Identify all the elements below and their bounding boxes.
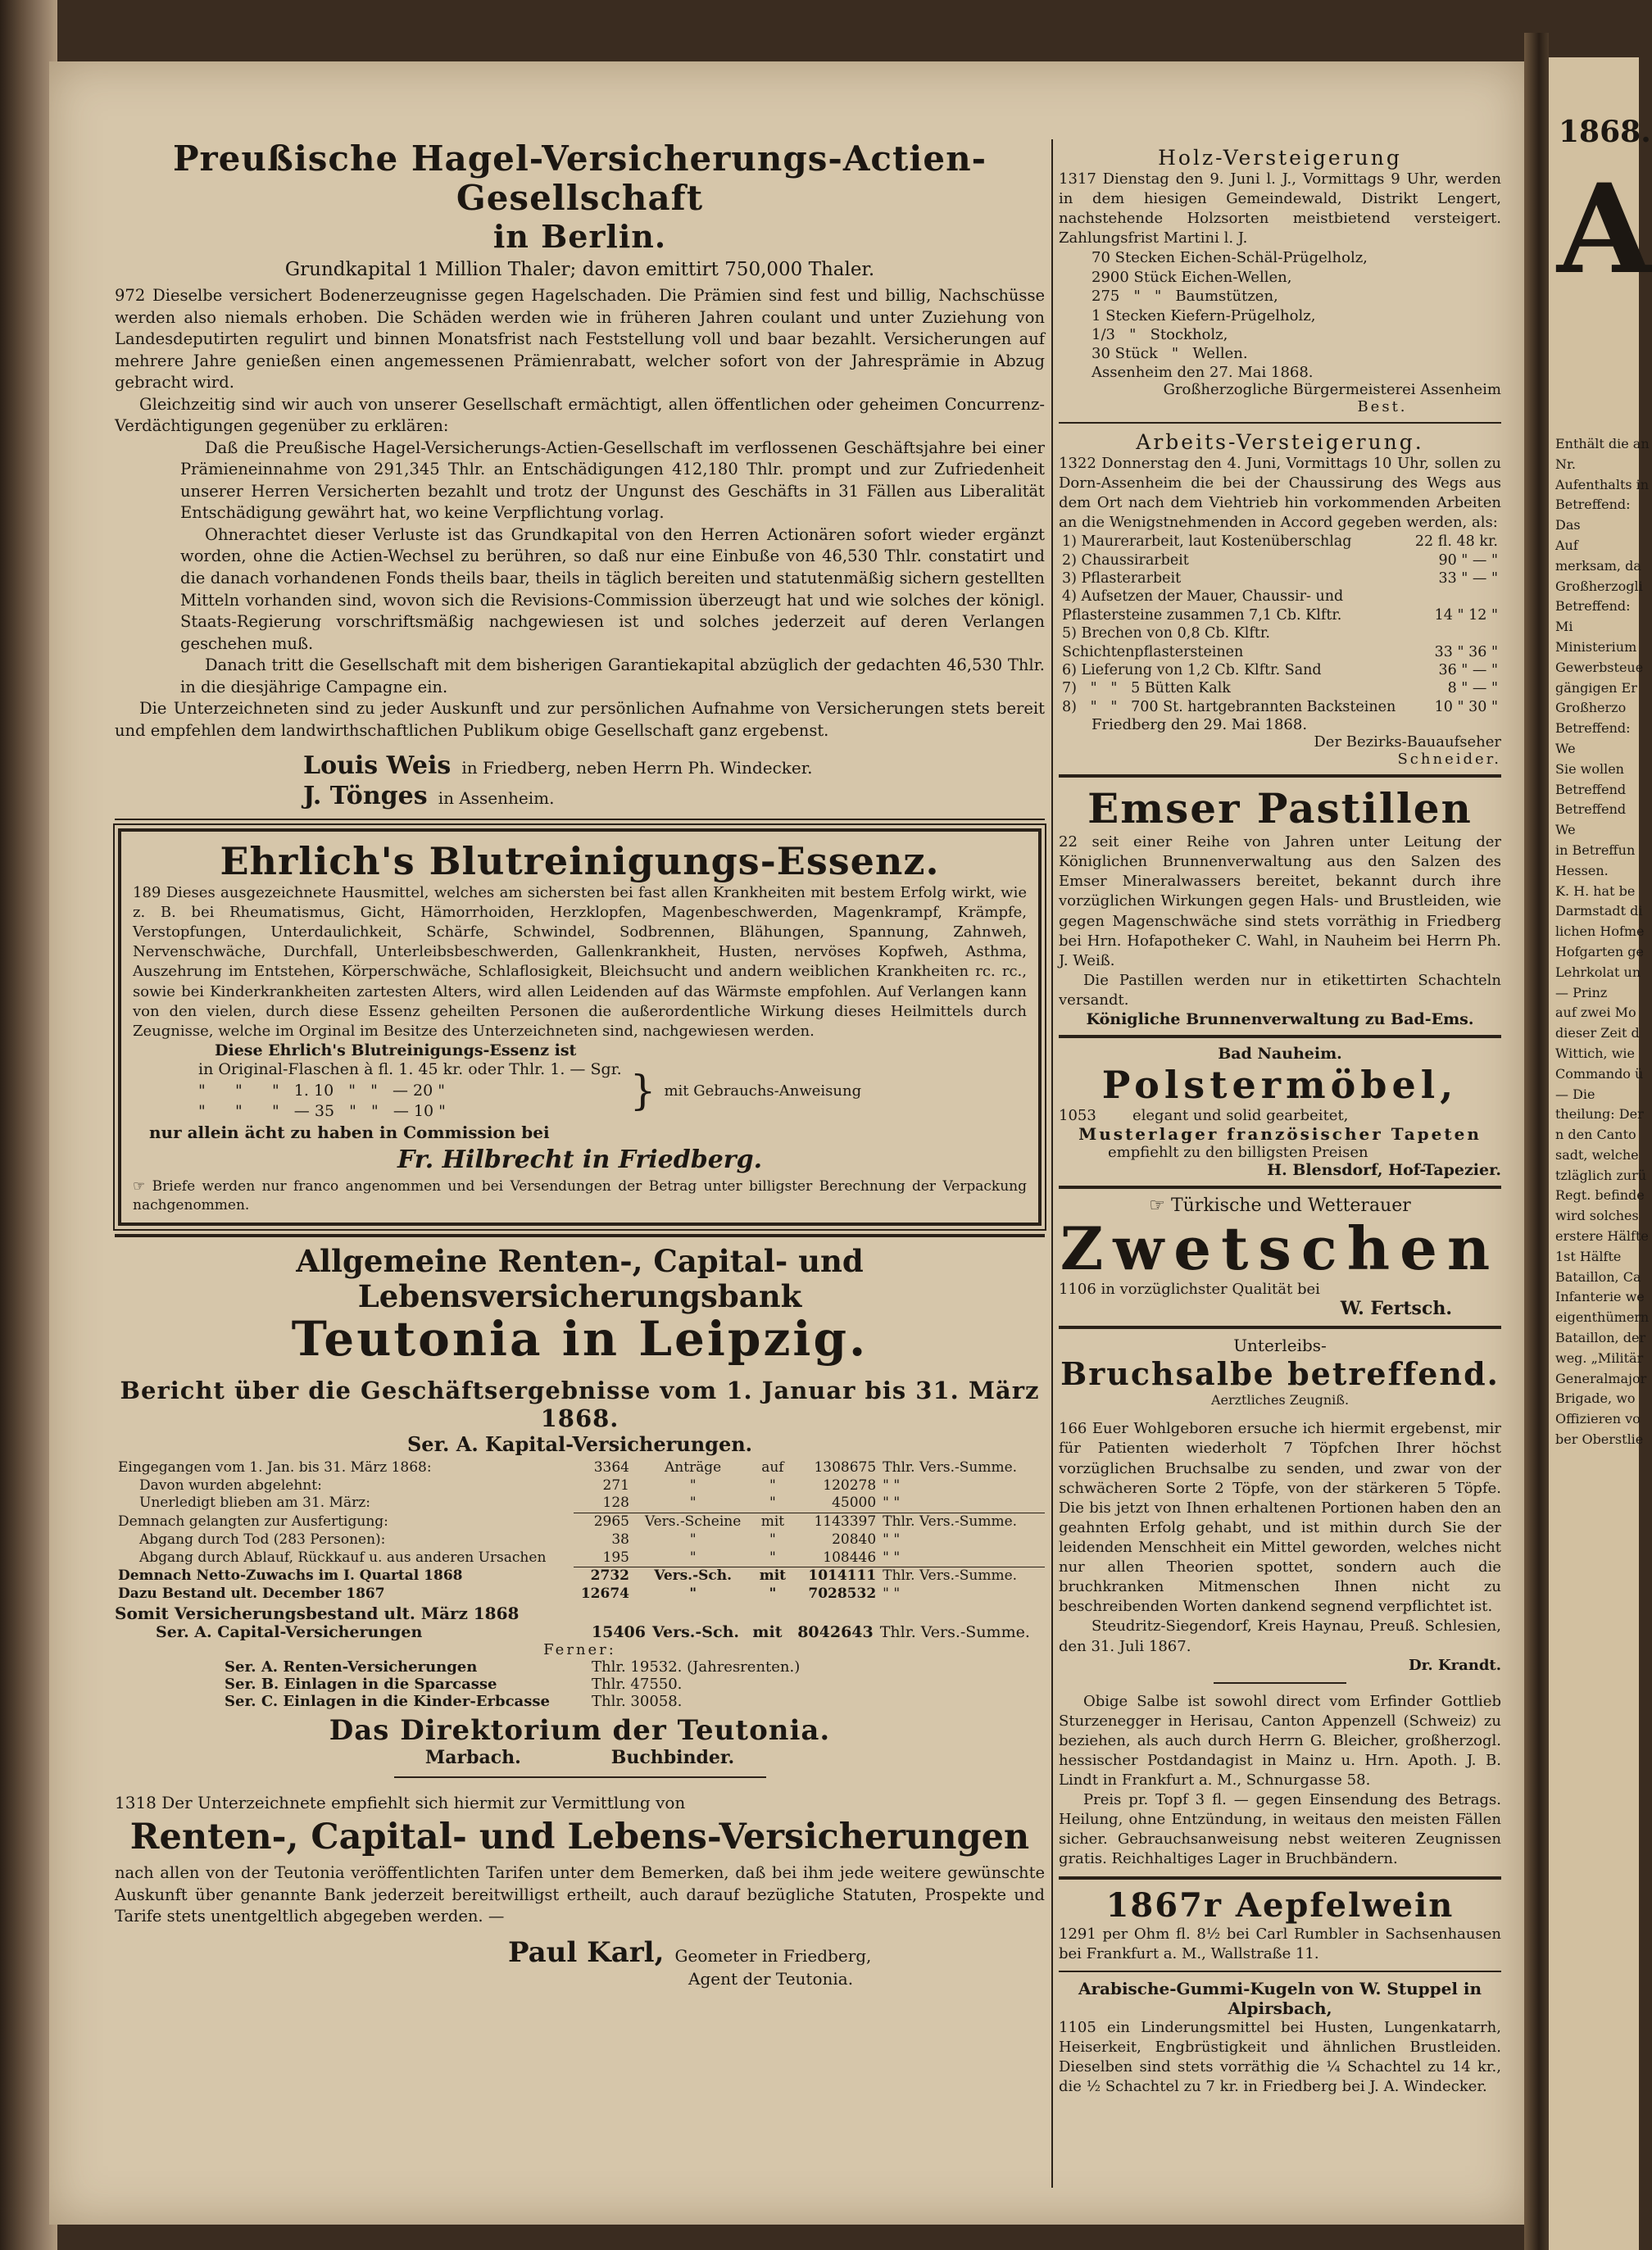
teutonia-signers <box>115 1747 1045 1768</box>
row-amount: 108446 <box>823 1549 877 1566</box>
row-count: 38 <box>611 1531 629 1548</box>
item-value: 8 " — " <box>1447 680 1498 697</box>
row-on: mit <box>760 1513 785 1531</box>
fragment-line: n den Canto <box>1555 1127 1636 1143</box>
divider <box>1059 1186 1501 1189</box>
bruch-text-3: Preis pr. Topf 3 fl. — gegen Einsendung des Betrags. Heilung, ohne Entzündung, in weitaus den meisten Fällen sicher. Gebrauchsanweisung nebst weiteren Zeugnissen gratis. Reichhaltiges Lager in Bruchbändern. <box>1059 1791 1501 1868</box>
left-column <box>115 74 1045 1989</box>
zwetschen-top-text: Türkische und Wetterauer <box>1170 1195 1411 1217</box>
row-label: Abgang durch Tod (283 Personen): <box>139 1531 386 1548</box>
row-on: " <box>769 1477 776 1494</box>
row-currency: Thlr. Vers.-Summe. <box>883 1567 1018 1585</box>
next-page-fragments <box>1555 434 1650 1450</box>
total-amt: 8042643 <box>797 1622 874 1641</box>
table-row <box>115 1567 1045 1585</box>
polster-ad <box>1059 1045 1501 1179</box>
holz-title: Holz-Versteigerung <box>1158 146 1402 170</box>
row-label: Abgang durch Ablauf, Rückkauf u. aus anderen Ursachen <box>139 1549 547 1566</box>
arbeits-ad <box>1059 430 1501 768</box>
pointing-hand-icon: ☞ <box>1149 1195 1171 1217</box>
fragment-line: eigenthümern <box>1555 1309 1650 1326</box>
row-count: 128 <box>602 1495 629 1512</box>
zwetschen-sign: W. Fertsch. <box>1340 1298 1452 1320</box>
row-label: Eingegangen vom 1. Jan. bis 31. März 1868: <box>118 1458 432 1476</box>
divider <box>394 1776 766 1778</box>
table-row <box>221 1693 803 1710</box>
table-row <box>1059 587 1501 624</box>
column-rule <box>1051 139 1053 2188</box>
list-item: 30 Stück " Wellen. <box>1092 345 1248 363</box>
holz-signer: Best. <box>1357 397 1408 415</box>
fragment-line: Generalmajor <box>1555 1370 1647 1386</box>
divider <box>115 1234 1045 1237</box>
item-value: 33 " — " <box>1438 570 1498 587</box>
gummi-title: Arabische-Gummi-Kugeln von W. Stuppel in Alpirsbach, <box>1078 1978 1482 2018</box>
karl-ad <box>115 1793 1045 1989</box>
fragment-line: K. H. hat be <box>1555 882 1636 899</box>
apfel-title: 1867r Aepfelwein <box>1105 1885 1455 1925</box>
ehrlich-title: Ehrlich's Blutreinigungs-Essenz. <box>220 839 940 884</box>
fragment-line: Nr. <box>1555 456 1576 472</box>
row-unit: " <box>689 1549 697 1566</box>
ehrlich-price-row: " " " — 35 " " — 10 " <box>198 1102 446 1121</box>
extra-label: Ser. C. Einlagen in die Kinder-Erbcasse <box>225 1692 550 1710</box>
item-value: 14 " 12 " <box>1434 606 1498 624</box>
divider <box>115 819 1045 820</box>
bruch-top: Unterleibs- <box>1233 1336 1327 1356</box>
fragment-line: Ministerium <box>1555 638 1637 655</box>
next-page-masthead-letter: A <box>1557 157 1652 302</box>
fragment-line: Hessen. <box>1555 862 1609 878</box>
table-row <box>1059 624 1501 661</box>
divider <box>1214 1682 1346 1684</box>
hagel-para-3: Daß die Preußische Hagel-Versicherungs-Actien-Gesellschaft im verflossenen Geschäftsjahre bei einer Prämieneinnahme von 291,345 Thlr. an Entschädigungen 412,180 Thlr. prompt und zur Zufriedenheit unserer Herren Versicherten bezahlt und trotz der Ungunst des Geschäfts in 31 Fällen aus Liberalität Entschädigung gewährt hat, wo keine Verpflichtung vorlag. <box>180 438 1045 523</box>
karl-intro: 1318 Der Unterzeichnete empfiehlt sich hiermit zur Vermittlung von <box>115 1793 686 1812</box>
polster-title: Polstermöbel, <box>1101 1063 1459 1108</box>
bruch-title: Bruchsalbe betreffend. <box>1060 1355 1500 1393</box>
apfel-ad <box>1059 1886 1501 1964</box>
polster-num: 1053 <box>1059 1107 1096 1125</box>
holz-intro: 1317 Dienstag den 9. Juni l. J., Vormittags 9 Uhr, werden in dem hiesigen Gemeindewald, Distrikt Lengert, nachstehende Holzsorten meistbietend versteigert. Zahlungsfrist Martini l. J. <box>1059 170 1501 247</box>
ehrlich-price-row: in Original-Flaschen à fl. 1. 45 kr. oder Thlr. 1. — Sgr. <box>198 1059 622 1078</box>
next-page-fragment <box>1549 57 1652 2250</box>
teutonia-bank: Allgemeine Renten-, Capital- und Lebensversicherungsbank <box>296 1243 864 1314</box>
karl-name: Paul Karl, <box>508 1935 665 1969</box>
teutonia-signer: Marbach. <box>424 1747 521 1768</box>
item-text: 2) Chaussirarbeit <box>1062 551 1189 569</box>
ehrlich-price-note: mit Gebrauchs-Anweisung <box>664 1082 862 1100</box>
fragment-line: Brigade, wo <box>1555 1390 1636 1407</box>
ehrlich-price-block <box>198 1059 1027 1123</box>
list-item: 1 Stecken Kiefern-Prügelholz, <box>1092 306 1316 324</box>
row-amount: 7028532 <box>808 1585 877 1603</box>
arbeits-sign: Der Bezirks-Bauaufseher <box>1314 733 1501 751</box>
fragment-line: lichen Hofme <box>1555 923 1645 940</box>
table-row <box>221 1676 803 1693</box>
list-item: 1/3 " Stockholz, <box>1092 326 1228 343</box>
hagel-signer-1-place: in Friedberg, neben Herrn Ph. Windecker. <box>461 758 813 778</box>
fragment-line: wird solches <box>1555 1208 1639 1224</box>
fragment-line: Sie wollen <box>1555 760 1624 777</box>
row-count: 2965 <box>593 1513 629 1531</box>
row-amount: 45000 <box>832 1495 877 1512</box>
item-value: 33 " 36 " <box>1434 643 1498 660</box>
fragment-line: Offizieren vo <box>1555 1411 1641 1427</box>
fragment-line: auf zwei Mo <box>1555 1005 1636 1021</box>
fragment-line: Darmstadt di <box>1555 903 1643 919</box>
item-value: 10 " 30 " <box>1434 698 1498 715</box>
polster-line-1 <box>1059 1107 1501 1124</box>
row-unit: " <box>689 1495 697 1512</box>
holz-ad <box>1059 146 1501 415</box>
hagel-signer-2-place: in Assenheim. <box>438 788 555 809</box>
item-text: 7) " " 5 Bütten Kalk <box>1062 680 1231 697</box>
fragment-line: Auf <box>1555 537 1578 553</box>
ehrlich-commission: nur allein ächt zu haben in Commission bei <box>149 1122 550 1142</box>
table-row <box>221 1658 803 1676</box>
fragment-line: Betreffend: <box>1555 497 1631 513</box>
row-count: 2732 <box>590 1567 629 1585</box>
bruch-sub: Aerztliches Zeugniß. <box>1210 1392 1350 1409</box>
item-value: 90 " — " <box>1438 551 1498 569</box>
extra-value: Thlr. 30058. <box>592 1692 683 1710</box>
teutonia-ferner: Ferner: <box>543 1640 616 1658</box>
karl-role-2: Agent der Teutonia. <box>688 1968 854 1989</box>
row-currency: " " <box>883 1531 901 1548</box>
fragment-line: We <box>1555 740 1576 756</box>
fragment-line: Enthält die an <box>1555 436 1650 451</box>
row-label: Demnach Netto-Zuwachs im I. Quartal 1868 <box>118 1567 463 1585</box>
extra-label: Ser. A. Renten-Versicherungen <box>225 1658 478 1676</box>
row-count: 271 <box>602 1477 629 1494</box>
item-text: 6) Lieferung von 1,2 Cb. Klftr. Sand <box>1062 661 1322 678</box>
arbeits-intro: 1322 Donnerstag den 4. Juni, Vormittags 10 Uhr, sollen zu Dorn-Assenheim die bei der Chaussirung des Wegs aus dem Ort nach dem Viehtrieb hin vorkommenden Arbeiten an die Wenigstnehmenden in Accord gegeben werden, als: <box>1059 454 1501 532</box>
fragment-line: weg. „Militär <box>1555 1350 1644 1366</box>
item-text: 3) Pflasterarbeit <box>1062 570 1182 587</box>
row-amount: 1143397 <box>814 1513 877 1531</box>
holz-items <box>1092 248 1501 363</box>
hagel-ad <box>115 139 1045 810</box>
polster-sign: H. Blensdorf, Hof-Tapezier. <box>1267 1161 1501 1180</box>
arbeits-items <box>1059 533 1501 716</box>
table-row <box>1059 679 1501 697</box>
row-currency: Thlr. Vers.-Summe. <box>883 1513 1018 1531</box>
fragment-line: Wittich, wie <box>1555 1045 1635 1061</box>
holz-sign: Großherzogliche Bürgermeisterei Assenheim <box>1163 380 1501 398</box>
row-label: Davon wurden abgelehnt: <box>139 1477 322 1494</box>
table-row <box>115 1623 1045 1641</box>
fragment-line: dieser Zeit d <box>1555 1025 1640 1041</box>
emser-title: Emser Pastillen <box>1087 784 1473 833</box>
fragment-line: Bataillon, Ca <box>1555 1268 1641 1285</box>
next-page-year: 1868. <box>1559 115 1651 149</box>
row-on: " <box>769 1495 776 1512</box>
fragment-line: Betreffend: <box>1555 598 1631 615</box>
teutonia-total <box>115 1623 1045 1641</box>
arbeits-title: Arbeits-Versteigerung. <box>1136 429 1424 454</box>
karl-head: Renten-, Capital- und Lebens-Versicherungen <box>129 1817 1030 1858</box>
hagel-signature-2 <box>303 782 1045 810</box>
item-value: 22 fl. 48 kr. <box>1414 533 1498 551</box>
row-amount: 1308675 <box>814 1458 877 1476</box>
hagel-para-5: Danach tritt die Gesellschaft mit dem bisherigen Garantiekapital abzüglich der gedachten 46,530 Thlr. in die diesjährige Campagne ein. <box>180 655 1045 696</box>
fragment-line: Lehrkolat un <box>1555 964 1641 980</box>
emser-note: Die Pastillen werden nur in etikettirten Schachteln versandt. <box>1059 971 1501 1009</box>
row-amount: 1014111 <box>808 1567 877 1585</box>
row-count: 195 <box>602 1549 629 1566</box>
polster-l1: elegant und solid gearbeitet, <box>1132 1107 1349 1125</box>
table-row <box>115 1513 1045 1531</box>
fragment-line: merksam, da <box>1555 557 1641 574</box>
hagel-para-2: Gleichzeitig sind wir auch von unserer Gesellschaft ermächtigt, allen öffentlichen oder geheimen Concurrenz-Verdächtigungen gegenüber zu erklären: <box>115 394 1045 436</box>
row-currency: Thlr. Vers.-Summe. <box>883 1458 1018 1476</box>
item-text: 4) Aufsetzen der Mauer, Chaussir- und Pflastersteine zusammen 7,1 Cb. Klftr. <box>1062 588 1348 624</box>
fragment-line: Aufenthalts in <box>1555 476 1650 492</box>
row-count: 3364 <box>593 1458 629 1476</box>
row-unit: Anträge <box>664 1458 722 1476</box>
ehrlich-text: 189 Dieses ausgezeichnete Hausmittel, welches am sichersten bei fast allen Krankheiten mit bestem Erfolg wirkt, wie z. B. bei Rheumatismus, Gicht, Hämorrhoiden, Herzklopfen, Magenbeschwerden, Magenkrampf, Krämpfe, Verstopfungen, Unterdaulichkeit, Schärfe, Schwindel, Sodbrennen, Blähungen, Spannung, Zahnweh, Nervenschwäche, Durchfall, Unterleibsbeschwerden, Gallenkrankheit, Husten, nervöses Kopfweh, Asthma, Auszehrung im Entstehen, Körperschwäche, Schlaflosigkeit, Bleichsucht und andern weiblichen Krankheiten rc. rc., sowie bei Kinderkrankheiten zartesten Alters, wird allen Leidenden auf das Wärmste empfohlen. Auf Verlangen kann von den vielen, durch diese Essenz geheilten Personen die außerordentliche Wirkung dieses Heilmittels durch Zeugnisse, welche im Orginal im Besitze des Unterzeichneten sind, nachgewiesen werden. <box>133 884 1027 1040</box>
hagel-signature-1 <box>303 751 1045 780</box>
fragment-line: Großherzogli <box>1555 578 1643 594</box>
polster-l3: empfiehlt zu den billigsten Preisen <box>1108 1144 1368 1162</box>
divider <box>1059 1971 1501 1972</box>
table-row <box>1059 661 1501 679</box>
emser-sign: Königliche Brunnenverwaltung zu Bad-Ems. <box>1086 1010 1474 1029</box>
row-on: " <box>769 1549 776 1566</box>
table-row <box>115 1477 1045 1495</box>
row-unit: Vers.-Sch. <box>654 1567 733 1585</box>
fragment-line: Betreffend <box>1555 781 1627 797</box>
divider <box>1059 1035 1501 1038</box>
teutonia-total-label: Somit Versicherungsbestand ult. März 1868 <box>115 1603 520 1623</box>
table-row <box>115 1531 1045 1549</box>
row-on: auf <box>761 1458 784 1476</box>
fragment-line: ber Oberstlie <box>1555 1431 1644 1448</box>
row-label: Demnach gelangten zur Ausfertigung: <box>118 1513 388 1531</box>
zwetschen-ad <box>1059 1195 1501 1319</box>
fragment-line: Mi <box>1555 619 1573 635</box>
fragment-line: Commando ü <box>1555 1065 1644 1082</box>
table-row <box>115 1495 1045 1513</box>
ehrlich-ad <box>118 828 1042 1226</box>
total-n: 15406 <box>591 1622 646 1641</box>
table-row <box>115 1459 1045 1477</box>
bruch-text: 166 Euer Wohlgeboren ersuche ich hiermit ergebenst, mir für Patienten wiederholt 7 Töpfchen Ihrer höchst vorzüglichen Bruchsalbe zu senden, und zwar von der schwächeren Sorte 2 Töpfe, von der stärkeren 5 Töpfe. Die bis jetzt von Ihnen erhaltenen Portionen haben den an geahnten Erfolg gehabt, und ist mithin durch Sie der leidenden Menschheit ein Mittel geworden, welches nicht nur allen Theorien spottet, sondern auch die bruchkranken Mitmenschen Ihnen nicht zu beschreibenden Worten dankend segnend verpflichtet ist. <box>1059 1420 1501 1616</box>
teutonia-table <box>115 1459 1045 1604</box>
brace-glyph: } <box>629 1067 656 1115</box>
row-unit: " <box>689 1477 697 1494</box>
bruch-ad <box>1059 1336 1501 1869</box>
ehrlich-price-row: " " " 1. 10 " " — 20 " <box>198 1081 445 1100</box>
ehrlich-footnote-text: Briefe werden nur franco angenommen und bei Versendungen der Betrag unter billigster Berechnung der Verpackung nachgenommen. <box>133 1177 1027 1213</box>
fragment-line: Gewerbsteue <box>1555 659 1644 675</box>
fragment-line: 1st Hälfte <box>1555 1248 1622 1264</box>
fragment-line: in Betreffun <box>1555 841 1636 858</box>
row-unit: Vers.-Scheine <box>644 1513 742 1531</box>
total-cur: Thlr. Vers.-Summe. <box>879 1622 1030 1641</box>
teutonia-series-a: Ser. A. Kapital-Versicherungen. <box>406 1431 753 1456</box>
extra-label: Ser. B. Einlagen in die Sparcasse <box>225 1675 497 1693</box>
row-count: 12674 <box>580 1585 629 1603</box>
book-gutter <box>1524 33 1549 2250</box>
ehrlich-footnote <box>133 1177 1027 1215</box>
row-on: mit <box>759 1567 787 1585</box>
divider <box>1059 774 1501 778</box>
row-unit: " <box>689 1531 697 1548</box>
fragment-line: — Prinz <box>1555 984 1608 1000</box>
row-on: " <box>769 1531 776 1548</box>
karl-role: Geometer in Friedberg, <box>674 1945 872 1966</box>
ehrlich-price-intro: Diese Ehrlich's Blutreinigungs-Essenz ist <box>215 1041 577 1059</box>
ehrlich-price-rows <box>198 1059 622 1123</box>
item-text: 1) Maurerarbeit, laut Kostenüberschlag <box>1062 533 1352 551</box>
fragment-line: theilung: Der <box>1555 1106 1644 1123</box>
fragment-line: tzläglich zurü <box>1555 1167 1647 1183</box>
table-row <box>1059 569 1501 587</box>
table-row <box>1059 533 1501 551</box>
ehrlich-vendor: Fr. Hilbrecht in Friedberg. <box>397 1145 763 1174</box>
teutonia-extra <box>221 1658 803 1710</box>
pointing-hand-icon: ☞ <box>133 1177 152 1195</box>
row-currency: " " <box>883 1477 901 1494</box>
hagel-para-6: Die Unterzeichneten sind zu jeder Auskunft und zur persönlichen Aufnahme von Versicherungen stets bereit und empfehlen dem landwirthschaftlichen Publikum obige Gesellschaft ganz ergebenst. <box>115 699 1045 740</box>
karl-text: nach allen von der Teutonia veröffentlichten Tarifen unter dem Bemerken, daß bei ihm jede weitere gewünschte Auskunft über genannte Bank jederzeit bereitwilligst ertheilt, auch darauf bezügliche Statuten, Prospekte und Tarife stets unentgeltlich abgegeben werden. — <box>115 1863 1045 1926</box>
divider <box>1059 1876 1501 1880</box>
arbeits-signer: Schneider. <box>1397 751 1501 769</box>
table-row <box>115 1549 1045 1567</box>
hagel-signer-2: J. Tönges <box>303 782 428 811</box>
hagel-para-1: 972 Dieselbe versichert Bodenerzeugnisse gegen Hagelschaden. Die Prämien sind fest und billig, Nachschüsse werden also niemals erhoben. Die Schäden werden wie in früheren Jahren coulant und unter Zuziehung von Landesdeputirten regulirt und binnen Monatsfrist nach Feststellung voll und baar bezahlt. Versicherungen auf mehrere Jahre genießen einen angemessenen Prämienrabatt, welcher sofort von der Jahresprämie in Abzug gebracht wird. <box>115 286 1045 392</box>
fragment-line: Bataillon, der <box>1555 1330 1646 1346</box>
fragment-line: Betreffend <box>1555 801 1627 818</box>
karl-signature <box>508 1936 1045 1989</box>
fragment-line: gängigen Er <box>1555 679 1637 696</box>
gummi-ad <box>1059 1979 1501 2097</box>
zwetschen-line: 1106 in vorzüglichster Qualität bei <box>1059 1281 1320 1299</box>
table-row <box>1059 551 1501 569</box>
bruch-text-2: Obige Salbe ist sowohl direct vom Erfinder Gottlieb Sturzenegger in Herisau, Canton Appenzell (Schweiz) zu beziehen, als auch durch Herrn G. Bleicher, großherzogl. hessischer Postdandagist in Mainz u. Hrn. Apoth. J. B. Lindt in Frankfurt a. M., Schnurgasse 58. <box>1059 1692 1501 1790</box>
row-currency: " " <box>883 1495 901 1512</box>
row-currency: " " <box>883 1585 901 1603</box>
list-item: 275 " " Baumstützen, <box>1092 288 1278 306</box>
teutonia-report: Bericht über die Geschäftsergebnisse vom 1. Januar bis 31. März 1868. <box>120 1377 1040 1432</box>
item-text: 8) " " 700 St. hartgebrannten Backsteinen <box>1062 698 1396 715</box>
polster-place: Bad Nauheim. <box>1218 1045 1342 1064</box>
table-row <box>1059 698 1501 716</box>
fragment-line: Regt. befinde <box>1555 1187 1645 1204</box>
teutonia-name: Teutonia in Leipzig. <box>291 1311 869 1368</box>
fragment-line: Infanterie we <box>1555 1289 1645 1305</box>
row-amount: 20840 <box>832 1531 877 1548</box>
fragment-line: Großherzo <box>1555 700 1627 716</box>
row-amount: 120278 <box>823 1477 877 1494</box>
row-currency: " " <box>883 1549 901 1566</box>
fragment-line: Betreffend: <box>1555 720 1631 737</box>
emser-ad <box>1059 784 1501 1028</box>
gummi-text: 1105 ein Linderungsmittel bei Husten, Lungenkatarrh, Heiserkeit, Engbrüstigkeit und ähnlichen Brustleiden. Dieselben sind stets vorräthig die ¼ Schachtel zu 14 kr., die ½ Schachtel zu 7 kr. in Friedberg bei J. A. Windecker. <box>1059 2018 1501 2096</box>
teutonia-direktorium: Das Direktorium der Teutonia. <box>329 1713 831 1747</box>
fragment-line: sadt, welche <box>1555 1146 1639 1163</box>
fragment-line: We <box>1555 822 1576 838</box>
table-row <box>115 1585 1045 1604</box>
list-item: 70 Stecken Eichen-Schäl-Prügelholz, <box>1092 249 1368 267</box>
apfel-text: 1291 per Ohm fl. 8½ bei Carl Rumbler in Sachsenhausen bei Frankfurt a. M., Wallstraße 11. <box>1059 1925 1501 1962</box>
row-label: Dazu Bestand ult. December 1867 <box>118 1585 385 1603</box>
fragment-line: — Die <box>1555 1086 1595 1102</box>
row-label: Unerledigt blieben am 31. März: <box>139 1495 370 1512</box>
arbeits-date: Friedberg den 29. Mai 1868. <box>1092 716 1308 734</box>
total-label: Ser. A. Capital-Versicherungen <box>156 1622 423 1641</box>
divider <box>1059 422 1501 424</box>
bruch-place: Steudritz-Siegendorf, Kreis Haynau, Preuß. Schlesien, den 31. Juli 1867. <box>1059 1617 1501 1655</box>
hagel-signer-1: Louis Weis <box>303 751 452 781</box>
hagel-subtitle: in Berlin. <box>492 217 667 255</box>
list-item: 2900 Stück Eichen-Wellen, <box>1092 268 1292 286</box>
fragment-line: Hofgarten ge <box>1555 943 1644 959</box>
hagel-para-4: Ohnerachtet dieser Verluste ist das Grundkapital von den Herren Actionären sofort wieder ergänzt worden, ohne die Actien-Wechsel zu berühren, so daß nur eine Einbuße von 46,530 Thlr. constatirt und die danach vorhandenen Fonds theils baar, theils in täglich bereiten und statutenmäßig sichern gestellten Mitteln vorhanden sind, wovon sich die Revisions-Commission überzeugt hat und wie solches der königl. Staats-Regierung vorschriftsmäßig nachgewiesen ist und solches jederzeit auf deren Verlangen geschehen muß. <box>180 524 1045 653</box>
item-value: 36 " — " <box>1438 661 1498 678</box>
row-unit: " <box>689 1585 697 1603</box>
hagel-title: Preußische Hagel-Versicherungs-Actien-Gesellschaft <box>172 138 987 219</box>
fragment-line: erstere Hälfte <box>1555 1228 1649 1245</box>
bruch-dr: Dr. Krandt. <box>1408 1656 1501 1674</box>
total-unit: Vers.-Sch. <box>652 1622 740 1641</box>
item-text: 5) Brechen von 0,8 Cb. Klftr. Schichtenpflastersteinen <box>1062 625 1275 660</box>
divider <box>1059 1326 1501 1329</box>
total-on: mit <box>752 1622 783 1641</box>
row-on: " <box>769 1585 777 1603</box>
teutonia-ad <box>115 1244 1045 1768</box>
fragment-line: Das <box>1555 517 1581 533</box>
extra-value: Thlr. 19532. (Jahresrenten.) <box>592 1658 801 1676</box>
emser-text: 22 seit einer Reihe von Jahren unter Leitung der Königlichen Brunnenverwaltung aus den Salzen des Emser Mineralwassers bereitet, bekannt durch ihre vorzüglichen Wirkungen gegen Hals- und Brustleiden, wie gegen Magenschwäche sind stets vorräthig in Friedberg bei Hrn. Hofapotheker C. Wahl, in Nauheim bei Herrn Ph. J. Weiß. <box>1059 833 1501 969</box>
extra-value: Thlr. 47550. <box>592 1675 683 1693</box>
teutonia-signer: Buchbinder. <box>610 1747 735 1768</box>
holz-date: Assenheim den 27. Mai 1868. <box>1092 363 1314 381</box>
polster-l2: Musterlager französischer Tapeten <box>1078 1124 1482 1145</box>
zwetschen-title: Zwetschen <box>1060 1213 1500 1284</box>
hagel-capital: Grundkapital 1 Million Thaler; davon emittirt 750,000 Thaler. <box>284 259 875 281</box>
right-column <box>1059 74 1501 2097</box>
